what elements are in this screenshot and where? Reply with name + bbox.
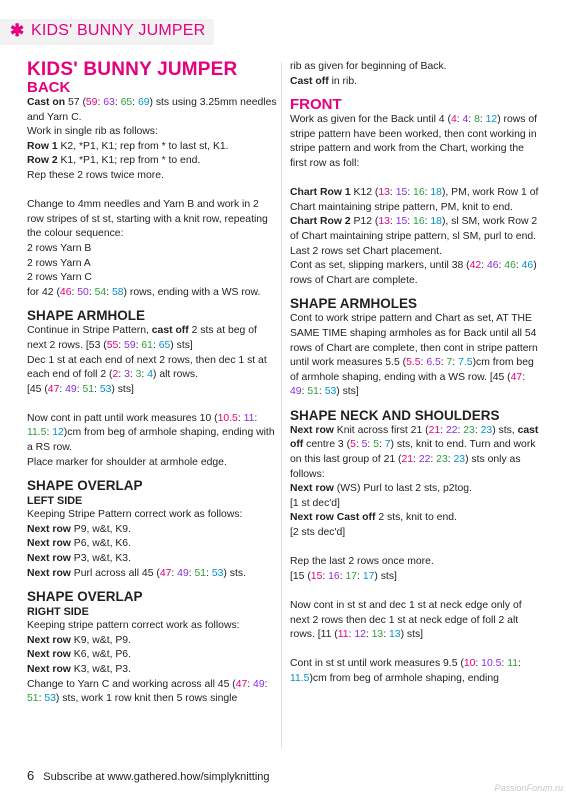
page-title: KIDS' BUNNY JUMPER: [27, 59, 238, 80]
chart-row-2: Chart Row 2 P12 (13: 15: 16: 18), sl SM, work Row 2 of Chart maintaining stripe pattern, sl SM, purl to end.: [290, 216, 538, 242]
rib-row-1: Row 1 K2, *P1, K1; rep from * to last st, K1.: [27, 140, 229, 152]
sequence-item: 2 rows Yarn C: [27, 272, 92, 284]
cast-on-paragraph: Cast on 57 (59: 63: 65: 69) sts using 3.25mm needles and Yarn C.: [27, 97, 277, 123]
overlap-left-intro: Keeping Stripe Pattern correct work as follows:: [27, 509, 243, 521]
neck-row-2-dec: [1 st dec'd]: [290, 497, 340, 509]
shape-armholes-heading: SHAPE ARMHOLES: [290, 296, 418, 312]
overlap-left-heading: SHAPE OVERLAP: [27, 478, 143, 494]
repeat-note: Rep these 2 rows twice more.: [27, 169, 164, 181]
cast-off-rib: Cast off in rib.: [290, 75, 357, 87]
chart-row-1: Chart Row 1 K12 (13: 15: 16: 18), PM, work Row 1 of Chart maintaining stripe pattern, PM, knit to end.: [290, 187, 539, 213]
repeat-sts-count: [15 (15: 16: 17: 17) sts]: [290, 570, 397, 582]
neck-cont-paragraph-2: Cont in st st until work measures 9.5 (10: 10.5: 11: 11.5)cm from beg of armhole shaping, ending: [290, 658, 521, 684]
front-paragraph-5: Cont as set, slipping markers, until 38 (42: 46: 46: 46) rows of Chart are complete.: [290, 260, 537, 286]
front-heading: FRONT: [290, 96, 342, 114]
neck-row-2: Next row (WS) Purl to last 2 sts, p2tog.: [290, 483, 472, 495]
right-column: [290, 60, 542, 687]
page-number: 6: [27, 768, 35, 783]
armhole-paragraph-4: Now cont in patt until work measures 10 (10.5: 11: 11.5: 12)cm from beg of armhole shaping, ending with a RS row.: [27, 412, 275, 454]
rib-row-2: Row 2 K1, *P1, K1; rep from * to end.: [27, 155, 201, 167]
change-yarn-paragraph: Change to Yarn C and working across all 45 (47: 49: 51: 53) sts, work 1 row knit then 5 rows single: [27, 678, 268, 705]
instruction-row: Next row K3, w&t, P3.: [27, 664, 131, 675]
rib-intro: Work in single rib as follows:: [27, 126, 158, 138]
star-icon: ✱: [10, 21, 25, 40]
armhole-paragraph-3: [45 (47: 49: 51: 53) sts]: [27, 383, 134, 395]
neck-row-3-dec: [2 sts dec'd]: [290, 527, 346, 539]
instruction-row: Next row K6, w&t, P6.: [27, 649, 131, 661]
watermark: PassionForum.ru: [494, 783, 563, 793]
chart-placement-note: Last 2 rows set Chart placement.: [290, 245, 442, 257]
right-side-subheading: RIGHT SIDE: [27, 606, 89, 619]
repeat-rows-note: Rep the last 2 rows once more.: [290, 556, 434, 568]
front-paragraph-1: Work as given for the Back until 4 (4: 4: 8: 12) rows of stripe pattern have been worked, then cont working in stripe pattern and work from the Chart, working the first row as foll:: [290, 114, 538, 169]
neck-shoulders-heading: SHAPE NECK AND SHOULDERS: [290, 407, 500, 423]
subscribe-link[interactable]: Subscribe at www.gathered.how/simplyknitting: [43, 771, 270, 783]
back-heading: BACK: [27, 79, 71, 96]
left-column: [27, 60, 277, 707]
sequence-item: 2 rows Yarn A: [27, 257, 91, 269]
rows-count-paragraph: for 42 (46: 50: 54: 58) rows, ending with a WS row.: [27, 286, 261, 298]
instruction-row: Next row K9, w&t, P9.: [27, 634, 131, 646]
left-side-subheading: LEFT SIDE: [27, 495, 83, 508]
change-needles-paragraph: Change to 4mm needles and Yarn B and work in 2 row stripes of st st, starting with a knit row, repeating the colour sequence:: [27, 199, 268, 240]
neck-cont-paragraph-1: Now cont in st st and dec 1 st at neck edge only of next 2 rows then dec 1 st at neck edge of foll 2 alt rows. [11 (11: 12: 13: 13) sts]: [290, 600, 522, 641]
page-footer: [27, 768, 270, 783]
instruction-row: Next row Purl across all 45 (47: 49: 51: 53) sts.: [27, 567, 246, 579]
column-divider: [281, 62, 282, 748]
armholes-paragraph: Cont to work stripe pattern and Chart as set, AT THE SAME TIME shaping armholes as for Back until all 54 rows of Chart are complete, then cont in stripe pattern until work measures 5.5 (5.5: 6.5: 7: 7.5)cm from beg of armhole shaping, ending with a WS row. [45 (47: 49: 51: 53) sts]: [290, 313, 538, 398]
header-title: KIDS' BUNNY JUMPER: [31, 22, 206, 39]
continued-rib-text: rib as given for beginning of Back.: [290, 61, 447, 72]
overlap-right-intro: Keeping stripe pattern correct work as follows:: [27, 620, 240, 632]
neck-row-3: Next row Cast off 2 sts, knit to end.: [290, 512, 457, 524]
instruction-row: Next row P3, w&t, K3.: [27, 553, 131, 565]
shape-armhole-heading: SHAPE ARMHOLE: [27, 308, 146, 324]
instruction-row: Next row P9, w&t, K9.: [27, 523, 131, 535]
header-tab: [0, 19, 214, 45]
armhole-paragraph-1: Continue in Stripe Pattern, cast off 2 sts at beg of next 2 rows. [53 (55: 59: 61: 65) sts]: [27, 325, 257, 351]
armhole-paragraph-5: Place marker for shoulder at armhole edge.: [27, 456, 227, 468]
sequence-item: 2 rows Yarn B: [27, 242, 92, 254]
armhole-paragraph-2: Dec 1 st at each end of next 2 rows, then dec 1 st at each end of foll 2 (2: 3: 3: 4) alt rows.: [27, 354, 267, 381]
instruction-row: Next row P6, w&t, K6.: [27, 538, 131, 550]
neck-row-1: Next row Knit across first 21 (21: 22: 23: 23) sts, cast off centre 3 (5: 5: 5: 7) sts, knit to end. Turn and work on this last group of 21 (21: 22: 23: 23) sts only as follows:: [290, 424, 539, 480]
overlap-right-heading: SHAPE OVERLAP: [27, 589, 143, 605]
